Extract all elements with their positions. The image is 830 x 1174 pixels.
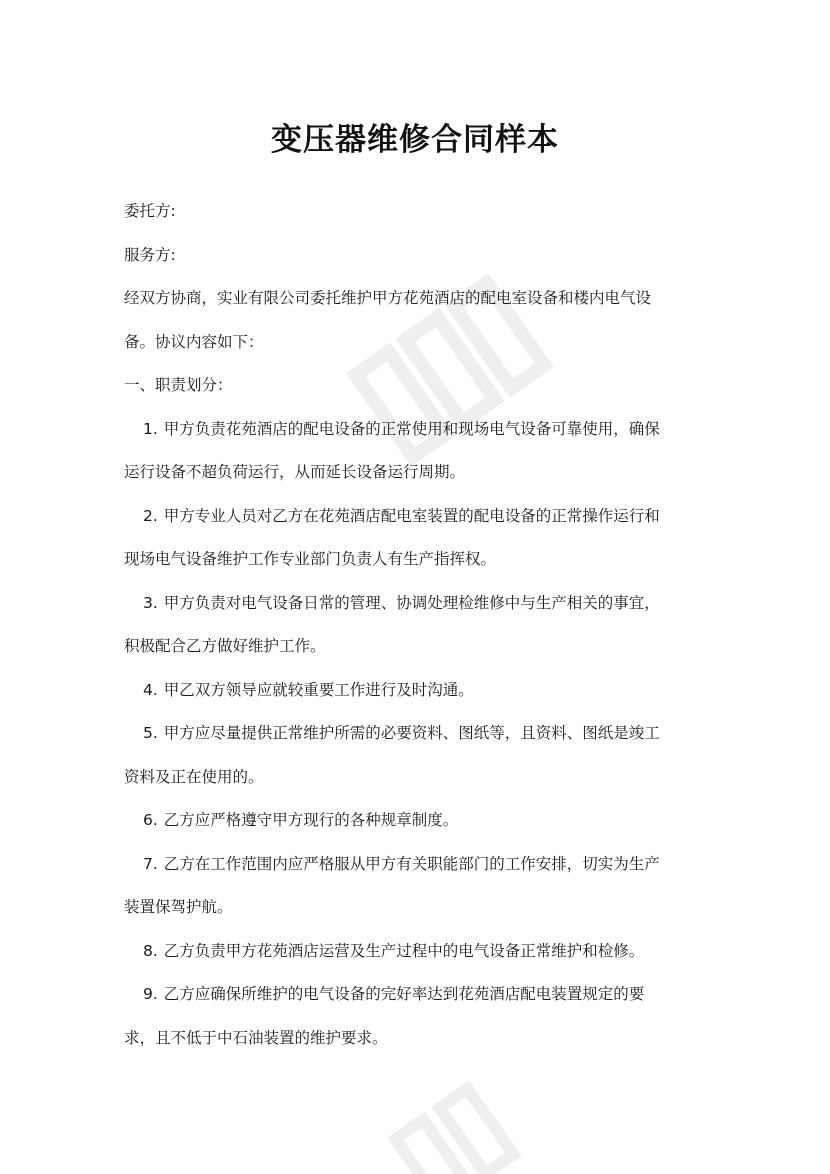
clause-text-cont: 资料及正在使用的。 (124, 767, 264, 786)
clause-number: 5. (143, 724, 158, 742)
clause-text-cont: 求，且不低于中石油装置的维护要求。 (124, 1028, 388, 1047)
clause-item-7 (124, 843, 714, 930)
clause-number: 3. (143, 593, 158, 612)
clause-item-1 (124, 408, 714, 495)
clause-item-9 (124, 973, 714, 1060)
client-label: 委托方: (124, 202, 176, 220)
clause-number: 8. (143, 941, 158, 960)
clause-text-cont: 积极配合乙方做好维护工作。 (124, 637, 326, 655)
clause-text: 乙方在工作范围内应严格服从甲方有关职能部门的工作安排，切实为生产 (163, 854, 660, 873)
clause-text: 甲乙双方领导应就较重要工作进行及时沟通。 (163, 680, 474, 699)
clause-item-3 (124, 582, 714, 669)
clause-item-4 (124, 669, 714, 713)
watermark-graphic-bottom (370, 1080, 550, 1174)
clause-text-cont: 现场电气设备维护工作专业部门负责人有生产指挥权。 (124, 550, 497, 568)
clause-number: 7. (143, 854, 158, 873)
clause-text: 甲方负责对电气设备日常的管理、协调处理检维修中与生产相关的事宜， (163, 593, 660, 612)
clause-item-8 (124, 930, 714, 974)
clause-list (124, 408, 714, 1061)
clause-number: 1. (143, 419, 158, 438)
document-title: 变压器维修合同样本 (271, 122, 559, 158)
clause-item-5 (124, 712, 714, 799)
clause-number: 9. (143, 985, 158, 1003)
watermark-stroke-d (395, 1120, 469, 1174)
clause-text: 乙方应确保所维护的电气设备的完好率达到花苑酒店配电装置规定的要 (163, 985, 645, 1003)
section-heading: 一、职责划分： (124, 376, 233, 394)
clause-item-2 (124, 495, 714, 582)
watermark-stroke-e (440, 1089, 514, 1174)
clause-text: 甲方专业人员对乙方在花苑酒店配电室装置的配电设备的正常操作运行和 (163, 506, 660, 525)
clause-text: 乙方负责甲方花苑酒店运营及生产过程中的电气设备正常维护和检修。 (163, 941, 645, 960)
clause-number: 4. (143, 680, 158, 699)
clause-text: 乙方应严格遵守甲方现行的各种规章制度。 (163, 811, 459, 829)
clause-text: 甲方应尽量提供正常维护所需的必要资料、图纸等，且资料、图纸是竣工 (163, 724, 660, 742)
intro-line-2: 备。协议内容如下： (124, 332, 264, 351)
intro-line-1: 经双方协商，实业有限公司委托维护甲方花苑酒店的配电室设备和楼内电气设 (124, 289, 652, 307)
clause-text-cont: 运行设备不超负荷运行，从而延长设备运行周期。 (124, 463, 466, 481)
clause-number: 2. (143, 506, 158, 525)
clause-item-6 (124, 799, 714, 843)
document-body (124, 190, 714, 1060)
clause-number: 6. (143, 811, 158, 829)
provider-label: 服务方: (124, 245, 176, 264)
clause-text: 甲方负责花苑酒店的配电设备的正常使用和现场电气设备可靠使用，确保 (163, 419, 660, 438)
clause-text-cont: 装置保驾护航。 (124, 898, 233, 916)
